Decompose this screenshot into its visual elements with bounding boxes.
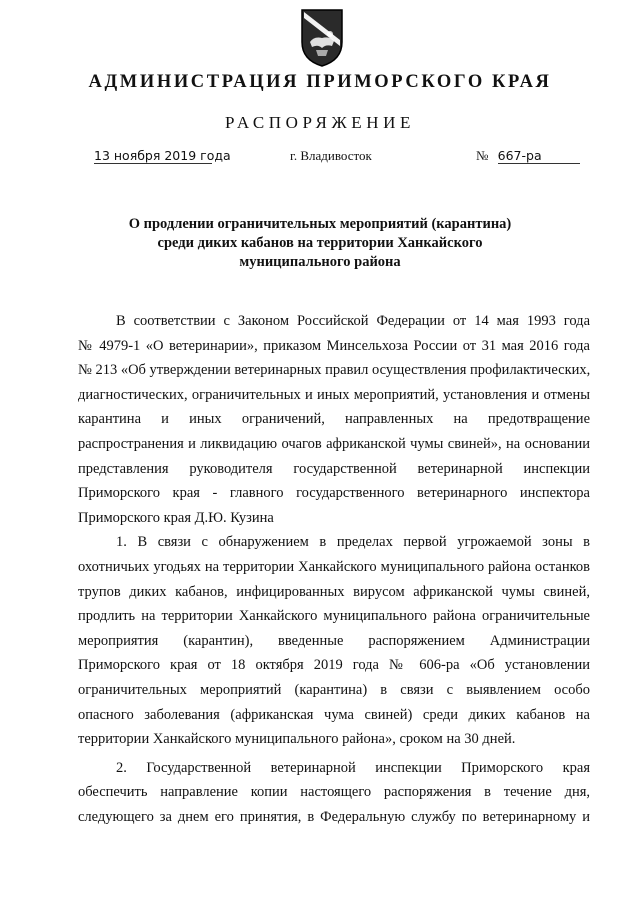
item1-line: ограничительных мероприятий (карантина) в связи с выявлением особо [78,681,590,698]
preamble-line: представления руководителя государственной ветеринарной инспекции [78,460,590,477]
item2-line: обеспечить направление копии настоящего распоряжения в течение дня, [78,784,590,801]
preamble-line: карантина и иных ограничений, направленных на предотвращение [78,411,590,428]
number-prefix: № [476,148,489,163]
preamble-line: Приморского края - главного государственного ветеринарного инспектора [78,485,590,502]
item1-line: трупов диких кабанов, инфицированных вирусом африканской чумы свиней, [78,583,590,600]
preamble-line: Приморского края Д.Ю. Кузина [78,509,274,526]
item1-line: 1. В связи с обнаружением в пределах первой угрожаемой зоны в [116,534,590,551]
preamble-line: диагностических, ограничительных и иных мероприятий, установления и отмены [78,386,590,403]
document-type: РАСПОРЯЖЕНИЕ [224,113,416,132]
item1-line: продлить на территории Ханкайского муниципального района ограничительные [78,608,590,625]
document-body [78,309,590,829]
item2-line: следующего за днем его принятия, в Федеральную службу по ветеринарному и [78,808,590,825]
preamble-line: В соответствии с Законом Российской Федерации от 14 мая 1993 года [116,313,590,329]
document-date: 13 ноября 2019 года [94,148,231,163]
item1-line: мероприятия (карантин), введенные распоряжением Администрации [78,632,590,649]
preamble-line: № 213 «Об утверждении ветеринарных правил осуществления профилактических, [78,362,591,379]
item1-line: опасного заболевания (африканская чума свиней) среди диких кабанов на [78,706,590,723]
title-line: О продлении ограничительных мероприятий (карантина) [128,216,512,232]
document-number-field [476,148,580,164]
document-title [0,215,640,272]
item1-line: охотничьих угодьях на территории Ханкайского муниципального района останков [78,558,590,575]
item2-line: 2. Государственной ветеринарной инспекции Приморского края [116,759,590,776]
title-line: среди диких кабанов на территории Ханкайского [157,235,483,251]
organization-name: АДМИНИСТРАЦИЯ ПРИМОРСКОГО КРАЯ [88,72,552,92]
preamble-line: распространения и ликвидацию очагов африканской чумы свиней», на основании [78,435,590,452]
preamble-line: № 4979-1 «О ветеринарии», приказом Минсельхоза России от 31 мая 2016 года [78,337,590,354]
coat-of-arms-icon [296,8,348,68]
item1-line: территории Ханкайского муниципального района», сроком на 30 дней. [78,731,516,748]
document-city: г. Владивосток [290,148,372,163]
document-number: 667-ра [498,148,580,164]
item1-line: Приморского края от 18 октября 2019 года № 606-ра «Об установлении [78,657,590,674]
title-line: муниципального района [239,254,401,270]
